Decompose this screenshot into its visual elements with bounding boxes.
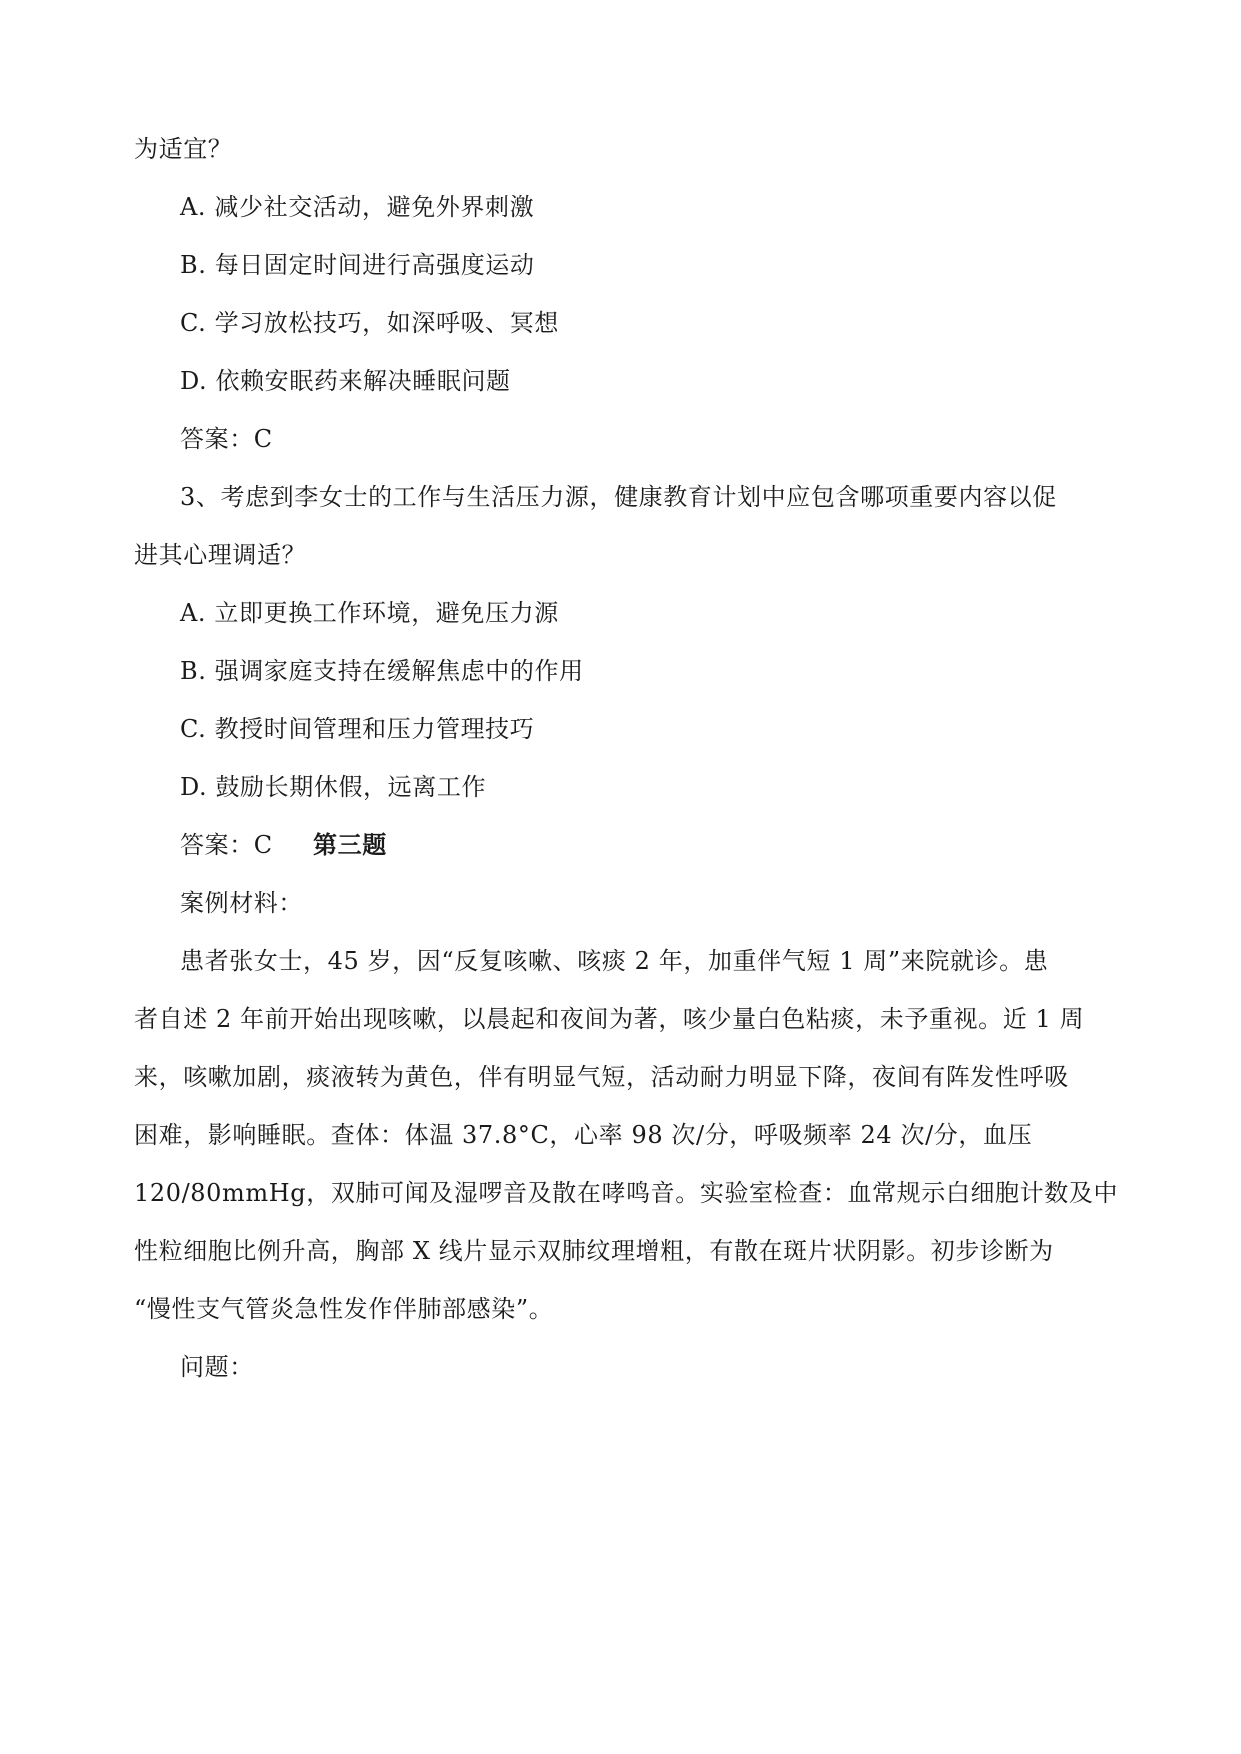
case-text-line-2: 者自述 2 年前开始出现咳嗽，以晨起和夜间为著，咳少量白色粘痰，未予重视。近 1 周 xyxy=(134,1005,1085,1033)
case-material-label: 案例材料： xyxy=(180,889,303,917)
q2-option-a: A. 减少社交活动，避免外界刺激 xyxy=(180,193,535,221)
q3-option-c: C. 教授时间管理和压力管理技巧 xyxy=(180,715,535,743)
question-3-line-2: 进其心理调适？ xyxy=(134,541,307,569)
case-text-line-7: “慢性支气管炎急性发作伴肺部感染”。 xyxy=(134,1295,554,1323)
q3-option-d: D. 鼓励长期休假，远离工作 xyxy=(180,773,487,801)
q2-answer: 答案：C xyxy=(180,425,273,453)
case-text-line-3: 来，咳嗽加剧，痰液转为黄色，伴有明显气短，活动耐力明显下降，夜间有阵发性呼吸 xyxy=(134,1063,1069,1091)
q3-option-a: A. 立即更换工作环境，避免压力源 xyxy=(180,599,559,627)
section-3-heading: 第三题 xyxy=(313,830,387,859)
question-2-continuation: 为适宜？ xyxy=(134,135,233,163)
question-label: 问题： xyxy=(180,1353,254,1381)
q3-option-b: B. 强调家庭支持在缓解焦虑中的作用 xyxy=(180,657,584,685)
case-text-line-6: 性粒细胞比例升高，胸部 X 线片显示双肺纹理增粗，有散在斑片状阴影。初步诊断为 xyxy=(134,1237,1054,1265)
q2-option-b: B. 每日固定时间进行高强度运动 xyxy=(180,251,535,279)
q2-option-c: C. 学习放松技巧，如深呼吸、冥想 xyxy=(180,309,559,337)
q3-answer: 答案：C xyxy=(180,831,273,859)
case-text-line-1: 患者张女士，45 岁，因“反复咳嗽、咳痰 2 年，加重伴气短 1 周”来院就诊。患 xyxy=(180,947,1049,975)
case-text-line-5: 120/80mmHg，双肺可闻及湿啰音及散在哮鸣音。实验室检查：血常规示白细胞计数及中 xyxy=(134,1179,1119,1207)
question-3-line-1: 3、考虑到李女士的工作与生活压力源，健康教育计划中应包含哪项重要内容以促 xyxy=(180,483,1057,511)
case-text-line-4: 困难，影响睡眠。查体：体温 37.8°C，心率 98 次/分，呼吸频率 24 次/分，血压 xyxy=(134,1121,1033,1149)
q2-option-d: D. 依赖安眠药来解决睡眠问题 xyxy=(180,367,511,395)
